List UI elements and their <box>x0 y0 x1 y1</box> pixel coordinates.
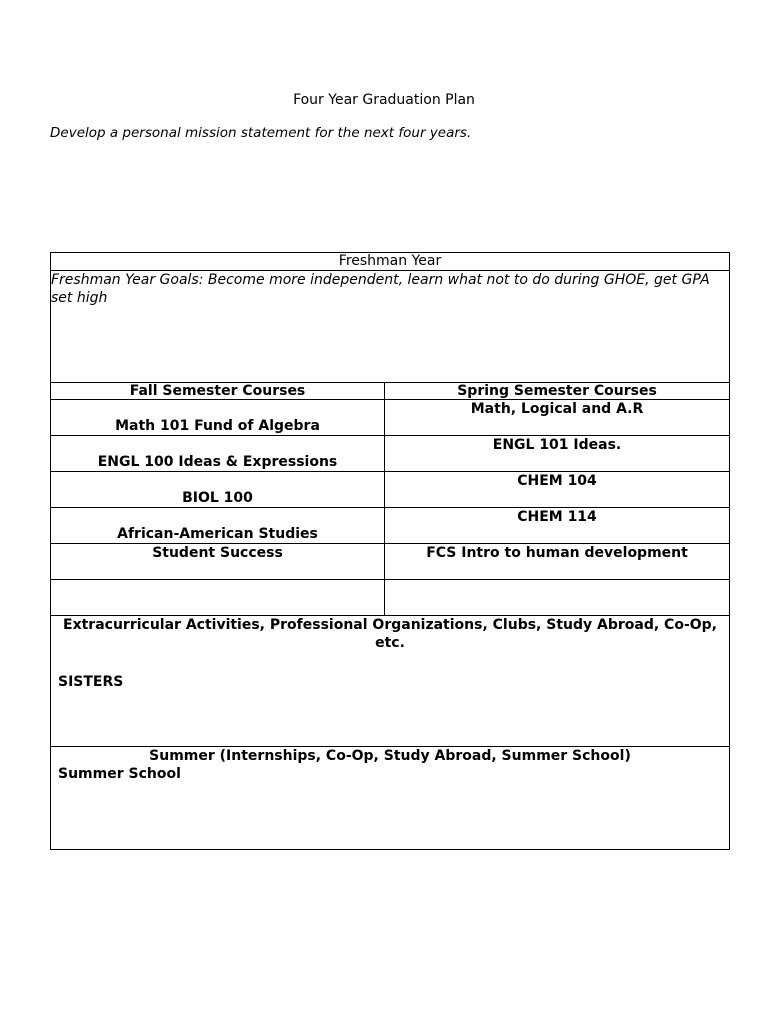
fall-course: ENGL 100 Ideas & Expressions <box>97 454 338 470</box>
year-goals[interactable]: Freshman Year Goals: Become more independent, learn what not to do during GHOE, get GPA set high <box>51 271 730 383</box>
fall-course-cell[interactable] <box>51 400 385 436</box>
fall-course: African-American Studies <box>117 526 318 542</box>
goals-row <box>51 271 730 383</box>
fall-course-cell[interactable] <box>51 580 385 616</box>
summer-header: Summer (Internships, Co-Op, Study Abroad, Summer School) <box>149 748 631 764</box>
fall-semester-header: Fall Semester Courses <box>51 383 385 400</box>
spring-course-cell[interactable] <box>385 544 730 580</box>
extracurricular-header: Extracurricular Activities, Professional Organizations, Clubs, Study Abroad, Co-Op, etc. <box>63 617 717 651</box>
course-row <box>51 544 730 580</box>
spring-course: Math, Logical and A.R <box>470 401 644 417</box>
spring-course-cell[interactable] <box>385 400 730 436</box>
summer-row <box>51 747 730 850</box>
spring-course-cell[interactable] <box>385 472 730 508</box>
course-row <box>51 508 730 544</box>
course-row <box>51 580 730 616</box>
semester-header-row <box>51 383 730 400</box>
spring-course: FCS Intro to human development <box>426 545 688 561</box>
spring-course-cell[interactable] <box>385 436 730 472</box>
spring-course: CHEM 114 <box>517 509 597 525</box>
extracurricular-cell[interactable] <box>51 616 730 747</box>
summer-cell[interactable] <box>51 747 730 850</box>
mission-statement-prompt: Develop a personal mission statement for the next four years. <box>50 125 472 141</box>
year-header-row <box>51 253 730 271</box>
course-row <box>51 436 730 472</box>
page-title: Four Year Graduation Plan <box>293 92 475 108</box>
spring-course: ENGL 101 Ideas. <box>492 437 622 453</box>
fall-course-cell[interactable] <box>51 508 385 544</box>
course-row <box>51 400 730 436</box>
spring-course: CHEM 104 <box>517 473 597 489</box>
fall-course: Student Success <box>152 545 283 561</box>
extracurricular-row <box>51 616 730 747</box>
course-row <box>51 472 730 508</box>
year-label: Freshman Year <box>51 253 730 271</box>
summer-value: Summer School <box>58 766 181 782</box>
spring-course-cell[interactable] <box>385 580 730 616</box>
fall-course: BIOL 100 <box>182 490 253 506</box>
fall-course-cell[interactable] <box>51 436 385 472</box>
extracurricular-value: SISTERS <box>58 674 124 690</box>
spring-semester-header: Spring Semester Courses <box>385 383 730 400</box>
freshman-plan-table <box>50 252 730 850</box>
spring-course-cell[interactable] <box>385 508 730 544</box>
fall-course: Math 101 Fund of Algebra <box>115 418 320 434</box>
fall-course-cell[interactable] <box>51 472 385 508</box>
fall-course-cell[interactable] <box>51 544 385 580</box>
